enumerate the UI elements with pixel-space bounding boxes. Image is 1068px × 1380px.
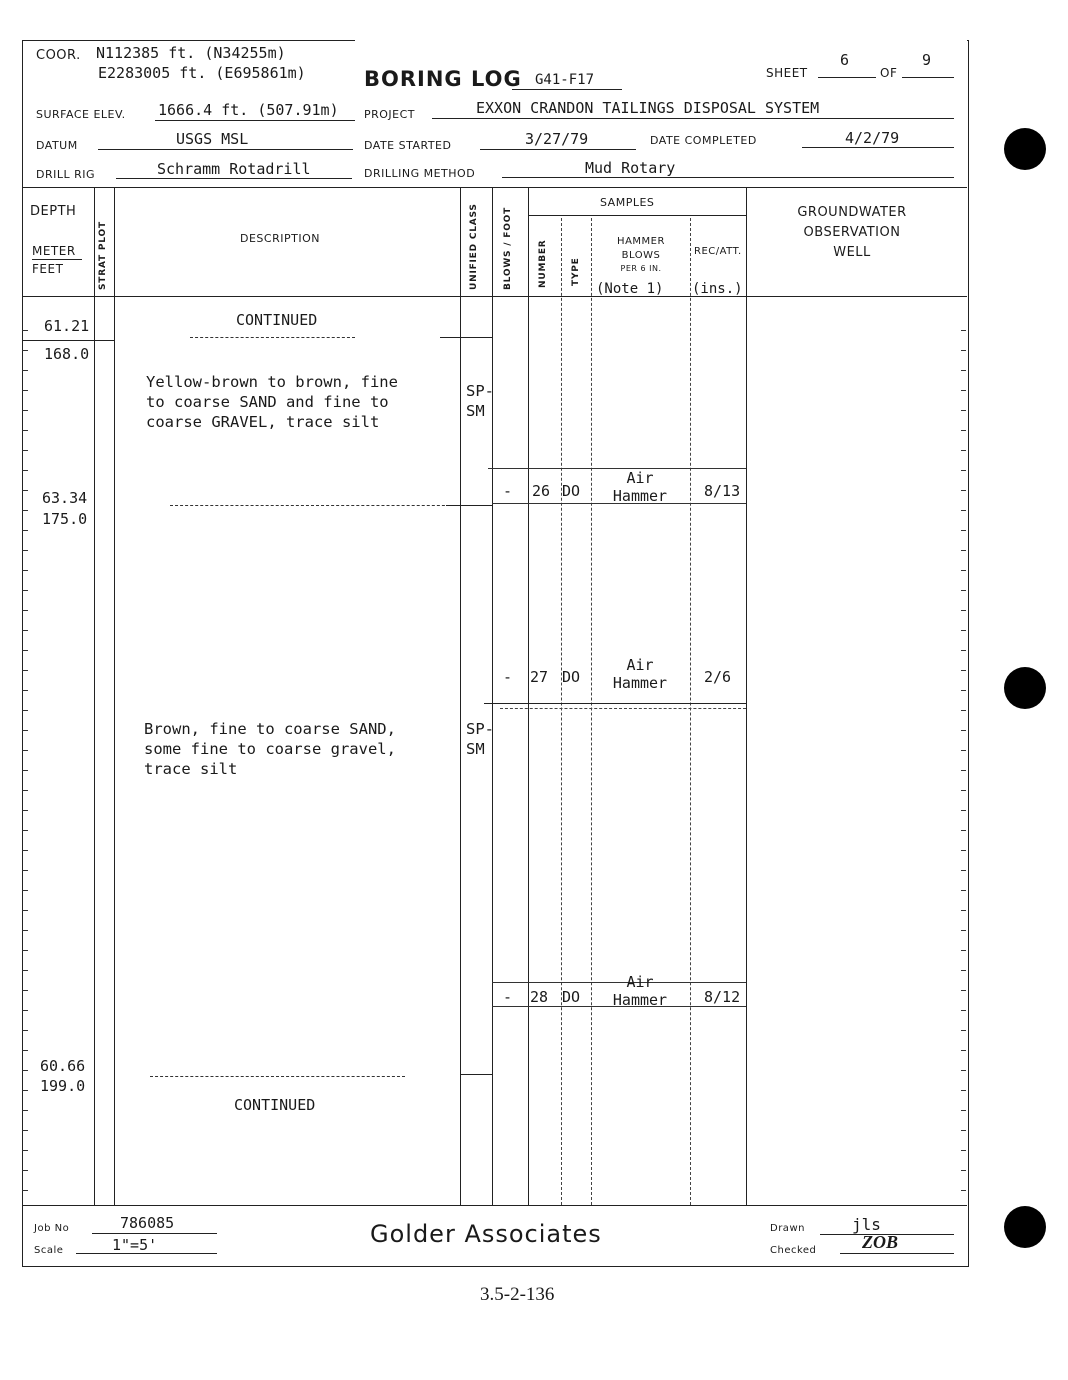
- right-tick: [961, 530, 966, 531]
- right-tick: [961, 1130, 966, 1131]
- date-completed-label: DATE COMPLETED: [650, 134, 757, 147]
- right-tick: [961, 1070, 966, 1071]
- left-tick: [22, 930, 28, 931]
- sheet-total: 9: [922, 51, 932, 69]
- drilling-method-label: DRILLING METHOD: [364, 167, 476, 180]
- left-tick: [22, 570, 28, 571]
- continued-top: CONTINUED: [236, 311, 318, 329]
- scale-label: Scale: [34, 1245, 64, 1256]
- continued-bottom: CONTINUED: [234, 1096, 316, 1114]
- sample-27-hammer: Air Hammer: [612, 656, 668, 692]
- groundwater-header-3: WELL: [833, 245, 871, 260]
- right-tick: [961, 770, 966, 771]
- left-tick: [22, 1110, 28, 1111]
- right-tick: [961, 630, 966, 631]
- right-tick: [961, 670, 966, 671]
- sample-28-blows: -: [503, 988, 513, 1006]
- left-tick: [22, 1050, 28, 1051]
- drilling-method: Mud Rotary: [585, 159, 676, 177]
- strat-plot-header: STRAT PLOT: [98, 221, 108, 290]
- job-no: 786085: [120, 1214, 175, 1232]
- sample-26-rec: 8/13: [704, 482, 741, 500]
- left-tick: [22, 1170, 28, 1171]
- left-tick: [22, 490, 28, 491]
- hammer-header-1: HAMMER: [617, 236, 665, 247]
- right-tick: [961, 570, 966, 571]
- left-tick: [22, 870, 28, 871]
- right-tick: [961, 390, 966, 391]
- right-tick: [961, 1150, 966, 1151]
- right-tick: [961, 1010, 966, 1011]
- right-tick: [961, 710, 966, 711]
- left-tick: [22, 610, 28, 611]
- depth-m-3: 60.66: [40, 1057, 86, 1075]
- left-tick: [22, 750, 28, 751]
- right-tick: [961, 1090, 966, 1091]
- sample-26-blows: -: [503, 482, 513, 500]
- binder-hole-middle: [1004, 667, 1046, 709]
- sample-28-rec: 8/12: [704, 988, 741, 1006]
- right-tick: [961, 970, 966, 971]
- right-tick: [961, 690, 966, 691]
- scale: 1"=5': [112, 1236, 158, 1254]
- left-tick: [22, 510, 28, 511]
- right-tick: [961, 990, 966, 991]
- hammer-header-3: PER 6 IN.: [620, 264, 662, 273]
- left-tick: [22, 810, 28, 811]
- left-tick: [22, 1090, 28, 1091]
- surface-elev-label: SURFACE ELEV.: [36, 108, 126, 121]
- checked-by: ZOB: [862, 1232, 898, 1252]
- boring-id: G41-F17: [535, 72, 595, 88]
- meter-header: METER: [32, 244, 76, 258]
- left-tick: [22, 890, 28, 891]
- right-tick: [961, 510, 966, 511]
- left-tick: [22, 530, 28, 531]
- rec-att-header: REC/ATT.: [694, 246, 742, 257]
- left-tick: [22, 1010, 28, 1011]
- right-tick: [961, 890, 966, 891]
- sample-26-number: 26: [532, 482, 551, 500]
- depth-ft-3: 199.0: [40, 1077, 86, 1095]
- right-tick: [961, 370, 966, 371]
- datum: USGS MSL: [176, 130, 249, 148]
- number-header: NUMBER: [538, 239, 548, 288]
- left-tick: [22, 990, 28, 991]
- company-name: Golder Associates: [370, 1220, 602, 1248]
- groundwater-header-1: GROUNDWATER: [797, 205, 907, 220]
- right-tick: [961, 610, 966, 611]
- blows-foot-header: BLOWS / FOOT: [503, 206, 513, 290]
- right-tick: [961, 470, 966, 471]
- sheet-label: SHEET: [766, 66, 808, 80]
- left-tick: [22, 430, 28, 431]
- drawn-by: jls: [852, 1215, 881, 1234]
- groundwater-header-2: OBSERVATION: [803, 225, 901, 240]
- right-tick: [961, 450, 966, 451]
- left-tick: [22, 690, 28, 691]
- left-tick: [22, 450, 28, 451]
- binder-hole-bottom: [1004, 1206, 1046, 1248]
- right-tick: [961, 850, 966, 851]
- left-tick: [22, 710, 28, 711]
- left-tick: [22, 1130, 28, 1131]
- layer-1-description: Yellow-brown to brown, fine to coarse SAND and fine to coarse GRAVEL, trace silt: [146, 373, 398, 431]
- left-tick: [22, 330, 28, 331]
- drill-rig: Schramm Rotadrill: [157, 160, 311, 178]
- left-tick: [22, 630, 28, 631]
- right-tick: [961, 790, 966, 791]
- unified-class-header: UNIFIED CLASS: [469, 203, 479, 290]
- right-tick: [961, 750, 966, 751]
- right-tick: [961, 1190, 966, 1191]
- left-tick: [22, 950, 28, 951]
- date-started: 3/27/79: [525, 130, 589, 148]
- type-header: TYPE: [571, 257, 581, 286]
- right-tick: [961, 870, 966, 871]
- right-tick: [961, 490, 966, 491]
- depth-m-2: 63.34: [42, 489, 88, 507]
- sample-26-hammer: Air Hammer: [612, 469, 668, 505]
- sample-27-rec: 2/6: [704, 668, 732, 686]
- right-tick: [961, 330, 966, 331]
- depth-ft-2: 175.0: [42, 510, 88, 528]
- left-tick: [22, 590, 28, 591]
- feet-header: FEET: [32, 262, 64, 276]
- sample-28-number: 28: [530, 988, 549, 1006]
- right-tick: [961, 950, 966, 951]
- sample-28-type: DO: [562, 988, 581, 1006]
- job-no-label: Job No: [34, 1223, 70, 1234]
- ins-header: (ins.): [692, 281, 743, 297]
- depth-ft-1: 168.0: [44, 345, 90, 363]
- left-tick: [22, 1150, 28, 1151]
- of-label: OF: [880, 66, 898, 80]
- left-tick: [22, 550, 28, 551]
- left-tick: [22, 1190, 28, 1191]
- sample-27-type: DO: [562, 668, 581, 686]
- layer-1-class: SP- SM: [466, 382, 494, 420]
- left-tick: [22, 830, 28, 831]
- coor-label: COOR.: [36, 48, 81, 63]
- sample-28-hammer: Air Hammer: [612, 973, 668, 1009]
- sample-27-number: 27: [530, 668, 549, 686]
- date-started-label: DATE STARTED: [364, 139, 452, 152]
- right-tick: [961, 1050, 966, 1051]
- checked-label: Checked: [770, 1245, 817, 1256]
- sample-27-blows: -: [503, 668, 513, 686]
- description-header: DESCRIPTION: [240, 232, 320, 245]
- left-tick: [22, 390, 28, 391]
- right-tick: [961, 1170, 966, 1171]
- right-tick: [961, 430, 966, 431]
- left-tick: [22, 770, 28, 771]
- right-tick: [961, 910, 966, 911]
- left-tick: [22, 850, 28, 851]
- sample-26-type: DO: [562, 482, 581, 500]
- coor-east: E2283005 ft. (E695861m): [98, 64, 306, 82]
- right-tick: [961, 1110, 966, 1111]
- coor-north: N112385 ft. (N34255m): [96, 44, 286, 62]
- right-tick: [961, 810, 966, 811]
- project-label: PROJECT: [364, 108, 416, 121]
- right-tick: [961, 410, 966, 411]
- left-tick: [22, 410, 28, 411]
- left-tick: [22, 1030, 28, 1031]
- drill-rig-label: DRILL RIG: [36, 168, 96, 181]
- surface-elev: 1666.4 ft. (507.91m): [158, 101, 339, 119]
- project-name: EXXON CRANDON TAILINGS DISPOSAL SYSTEM: [476, 99, 820, 117]
- left-tick: [22, 730, 28, 731]
- left-tick: [22, 650, 28, 651]
- layer-2-class: SP- SM: [466, 720, 494, 758]
- right-tick: [961, 1030, 966, 1031]
- left-tick: [22, 970, 28, 971]
- left-tick: [22, 790, 28, 791]
- left-tick: [22, 470, 28, 471]
- right-tick: [961, 830, 966, 831]
- left-tick: [22, 910, 28, 911]
- right-tick: [961, 350, 966, 351]
- drawn-label: Drawn: [770, 1223, 805, 1234]
- log-title: BORING LOG: [364, 67, 522, 91]
- hammer-header-2: BLOWS: [621, 250, 661, 261]
- left-tick: [22, 670, 28, 671]
- page-number: 3.5-2-136: [480, 1284, 555, 1305]
- right-tick: [961, 730, 966, 731]
- right-tick: [961, 550, 966, 551]
- right-tick: [961, 590, 966, 591]
- left-tick: [22, 350, 28, 351]
- date-completed: 4/2/79: [845, 129, 900, 147]
- depth-header: DEPTH: [30, 204, 77, 219]
- sheet-number: 6: [840, 51, 850, 69]
- layer-2-description: Brown, fine to coarse SAND, some fine to coarse gravel, trace silt: [144, 720, 396, 778]
- right-tick: [961, 650, 966, 651]
- datum-label: DATUM: [36, 139, 78, 152]
- left-tick: [22, 1070, 28, 1071]
- binder-hole-top: [1004, 128, 1046, 170]
- right-tick: [961, 930, 966, 931]
- left-tick: [22, 370, 28, 371]
- samples-header: SAMPLES: [600, 196, 655, 209]
- depth-m-1: 61.21: [44, 317, 90, 335]
- note-header: (Note 1): [596, 281, 664, 297]
